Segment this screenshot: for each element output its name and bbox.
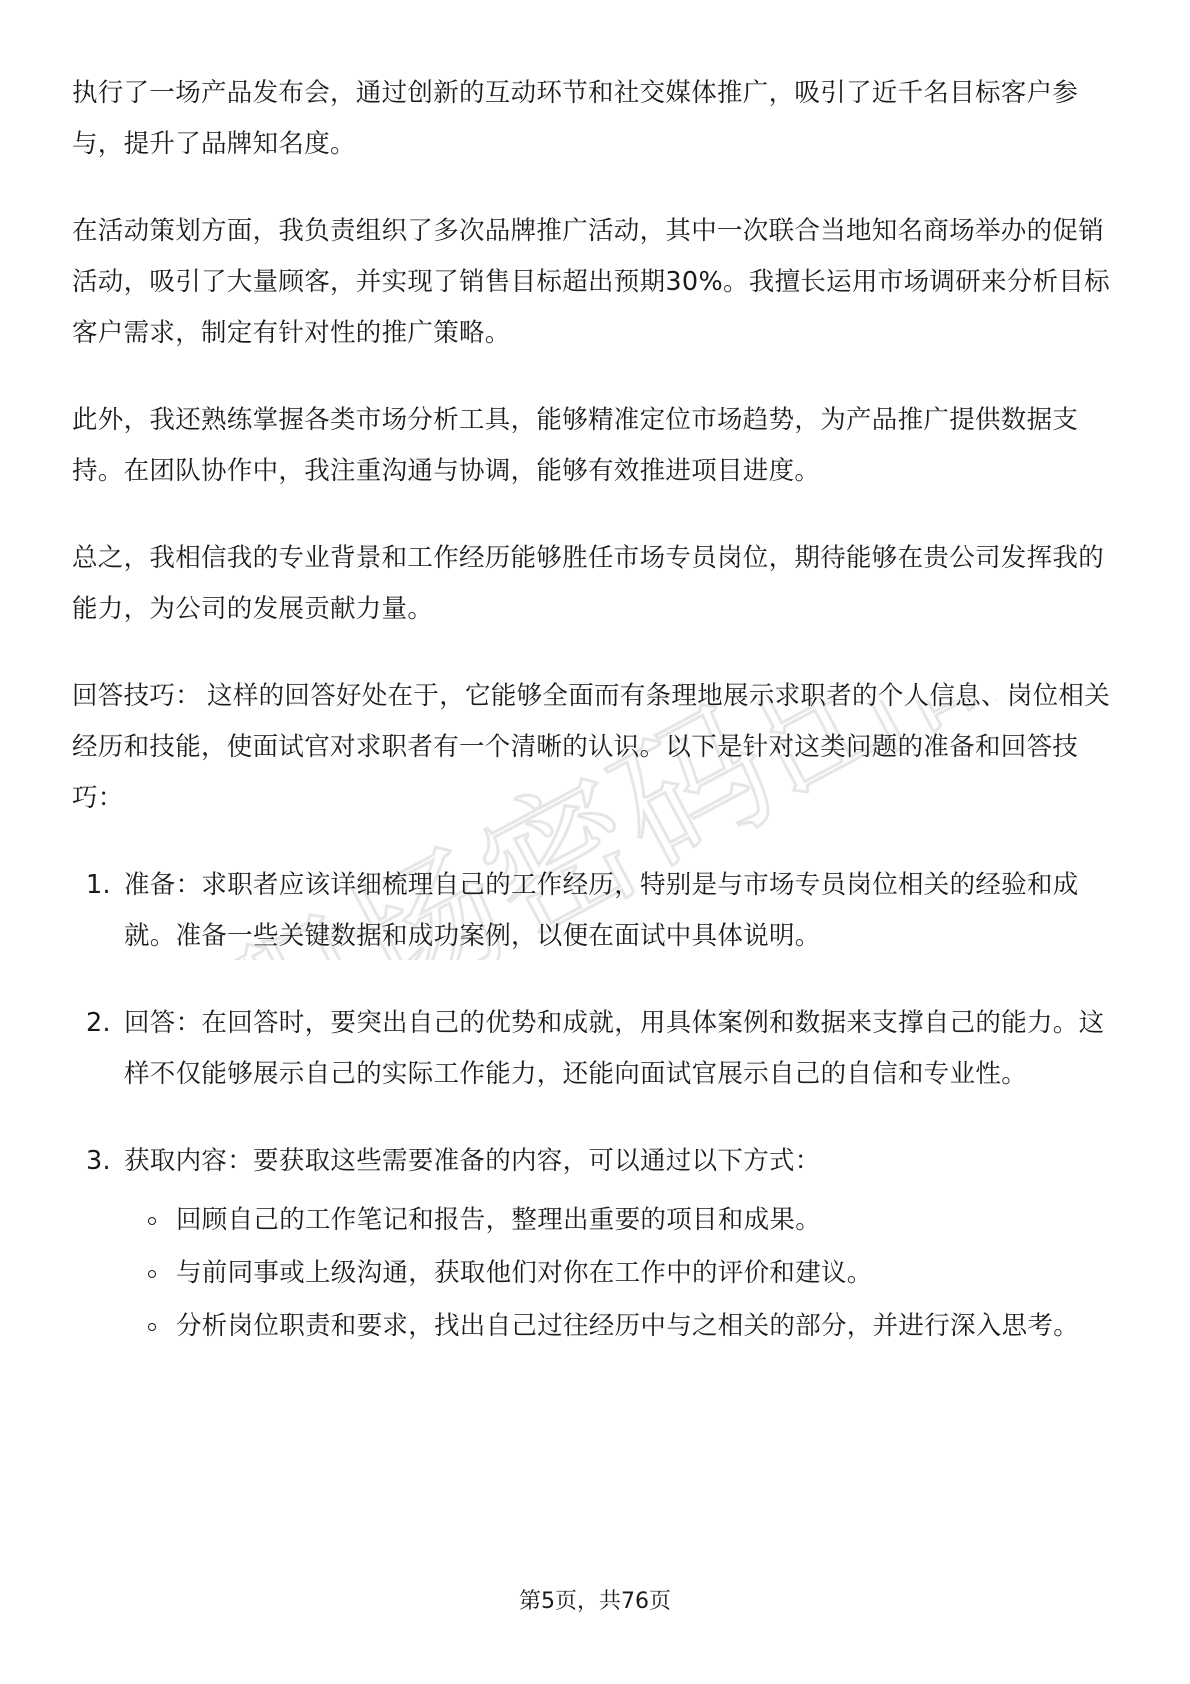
list-item-text: 回答：在回答时，要突出自己的优势和成就，用具体案例和数据来支撑自己的能力。这样不仅能够展示自己的实际工作能力，还能向面试官展示自己的自信和专业性。 [124,1008,1105,1089]
list-number: 2. [86,1008,111,1038]
answer-tips-text: 这样的回答好处在于，它能够全面而有条理地展示求职者的个人信息、岗位相关经历和技能，使面试官对求职者有一个清晰的认识。以下是针对这类问题的准备和回答技巧： [72,681,1111,813]
answer-tips-label: 回答技巧： [72,681,202,711]
bullet-item-text: 回顾自己的工作笔记和报告，整理出重要的项目和成果。 [176,1205,822,1235]
paragraph-conclusion: 总之，我相信我的专业背景和工作经历能够胜任市场专员岗位，期待能够在贵公司发挥我的能力，为公司的发展贡献力量。 [72,543,1105,624]
list-item-answer [72,998,1118,1100]
bullet-item-text: 与前同事或上级沟通，获取他们对你在工作中的评价和建议。 [176,1258,873,1288]
hollow-circle-bullet-icon [148,1323,156,1331]
bullet-item-text: 分析岗位职责和要求，找出自己过往经历中与之相关的部分，并进行深入思考。 [176,1311,1080,1341]
list-number: 3. [86,1146,111,1176]
methods-bullet-list [124,1195,1118,1352]
bullet-item [124,1301,1118,1352]
list-item-prepare [72,860,1118,962]
answer-tips-paragraph [72,671,1118,824]
list-item-text: 准备：求职者应该详细梳理自己的工作经历，特别是与市场专员岗位相关的经验和成就。准备一些关键数据和成功案例，以便在面试中具体说明。 [124,870,1079,951]
hollow-circle-bullet-icon [148,1217,156,1225]
paragraph-product-launch: 执行了一场产品发布会，通过创新的互动环节和社交媒体推广，吸引了近千名目标客户参与，提升了品牌知名度。 [72,78,1079,159]
list-item-obtain-content [72,1136,1118,1352]
tips-numbered-list [72,860,1118,1352]
bullet-item [124,1248,1118,1299]
list-number: 1. [86,870,111,900]
paragraph-event-planning: 在活动策划方面，我负责组织了多次品牌推广活动，其中一次联合当地知名商场举办的促销活动，吸引了大量顾客，并实现了销售目标超出预期30%。我擅长运用市场调研来分析目标客户需求，制定有针对性的推广策略。 [72,216,1110,348]
list-item-text: 获取内容：要获取这些需要准备的内容，可以通过以下方式： [124,1146,821,1176]
document-body [72,68,1118,1388]
hollow-circle-bullet-icon [148,1270,156,1278]
paragraph-analysis-tools: 此外，我还熟练掌握各类市场分析工具，能够精准定位市场趋势，为产品推广提供数据支持。在团队协作中，我注重沟通与协调，能够有效推进项目进度。 [72,405,1079,486]
page-number-footer: 第5页，共76页 [519,1589,671,1614]
bullet-item [124,1195,1118,1246]
